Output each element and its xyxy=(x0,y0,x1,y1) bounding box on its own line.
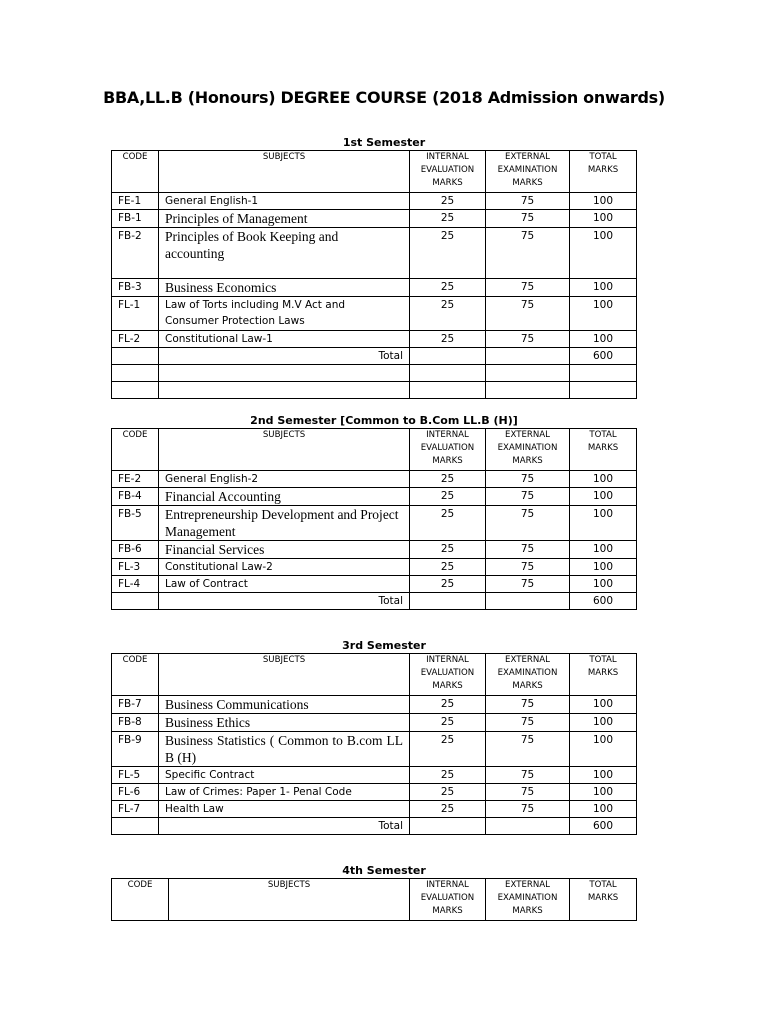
external-marks: 75 xyxy=(486,279,570,297)
table-row xyxy=(112,488,637,506)
code-header: CODE xyxy=(112,151,159,193)
course-code: FB-4 xyxy=(112,488,159,506)
internal-marks: 25 xyxy=(410,506,486,541)
table-row xyxy=(112,714,637,732)
course-subject: Business Economics xyxy=(159,279,410,297)
external-marks: 75 xyxy=(486,488,570,506)
course-subject: Law of Contract xyxy=(159,576,410,593)
course-code: FB-5 xyxy=(112,506,159,541)
subjects-header: SUBJECTS xyxy=(159,151,410,193)
table-header-row xyxy=(112,151,637,193)
internal-marks: 25 xyxy=(410,801,486,818)
semester-3-table xyxy=(111,653,637,835)
internal-marks: 25 xyxy=(410,331,486,348)
semester-4-heading: 4th Semester xyxy=(342,864,426,877)
total-marks: 100 xyxy=(570,471,637,488)
table-row xyxy=(112,506,637,541)
course-code: FE-1 xyxy=(112,193,159,210)
total-marks: 100 xyxy=(570,732,637,767)
total-header: TOTAL MARKS xyxy=(570,879,637,921)
table-row xyxy=(112,471,637,488)
internal-marks: 25 xyxy=(410,576,486,593)
course-subject: General English-2 xyxy=(159,471,410,488)
total-marks: 100 xyxy=(570,576,637,593)
external-marks: 75 xyxy=(486,714,570,732)
external-marks: 75 xyxy=(486,541,570,559)
course-subject: Business Ethics xyxy=(159,714,410,732)
total-header: TOTAL MARKS xyxy=(570,429,637,471)
internal-marks: 25 xyxy=(410,767,486,784)
table-row xyxy=(112,193,637,210)
grand-total: 600 xyxy=(570,348,637,365)
course-code: FB-8 xyxy=(112,714,159,732)
table-row xyxy=(112,559,637,576)
course-code: FL-3 xyxy=(112,559,159,576)
table-row xyxy=(112,696,637,714)
semester-2-heading: 2nd Semester [Common to B.Com LL.B (H)] xyxy=(250,414,518,427)
course-subject: Law of Crimes: Paper 1- Penal Code xyxy=(159,784,410,801)
external-marks: 75 xyxy=(486,297,570,331)
internal-marks: 25 xyxy=(410,559,486,576)
total-label: Total xyxy=(159,593,410,610)
total-marks: 100 xyxy=(570,714,637,732)
semester-2-table xyxy=(111,428,637,610)
total-marks: 100 xyxy=(570,767,637,784)
total-marks: 100 xyxy=(570,331,637,348)
external-marks: 75 xyxy=(486,506,570,541)
external-marks: 75 xyxy=(486,576,570,593)
course-subject: General English-1 xyxy=(159,193,410,210)
total-marks: 100 xyxy=(570,784,637,801)
total-marks: 100 xyxy=(570,541,637,559)
course-code: FB-7 xyxy=(112,696,159,714)
course-code: FB-6 xyxy=(112,541,159,559)
total-marks: 100 xyxy=(570,210,637,228)
course-code: FL-2 xyxy=(112,331,159,348)
external-marks: 75 xyxy=(486,210,570,228)
course-subject: Health Law xyxy=(159,801,410,818)
course-code: FE-2 xyxy=(112,471,159,488)
external-marks: 75 xyxy=(486,801,570,818)
table-row xyxy=(112,784,637,801)
semester-1-table xyxy=(111,150,637,399)
table-row xyxy=(112,331,637,348)
empty-row xyxy=(112,365,637,382)
total-header: TOTAL MARKS xyxy=(570,654,637,696)
table-row xyxy=(112,541,637,559)
table-row xyxy=(112,576,637,593)
total-marks: 100 xyxy=(570,297,637,331)
course-subject: Business Statistics ( Common to B.com LL B (H) xyxy=(159,732,410,767)
external-header: EXTERNAL EXAMINATION MARKS xyxy=(486,654,570,696)
subjects-header: SUBJECTS xyxy=(159,654,410,696)
total-label: Total xyxy=(159,348,410,365)
total-header: TOTAL MARKS xyxy=(570,151,637,193)
external-header: EXTERNAL EXAMINATION MARKS xyxy=(486,429,570,471)
total-marks: 100 xyxy=(570,801,637,818)
external-marks: 75 xyxy=(486,767,570,784)
grand-total: 600 xyxy=(570,818,637,835)
external-marks: 75 xyxy=(486,784,570,801)
semester-3-heading: 3rd Semester xyxy=(342,639,426,652)
internal-marks: 25 xyxy=(410,471,486,488)
course-subject: Entrepreneurship Development and Project Management xyxy=(159,506,410,541)
internal-marks: 25 xyxy=(410,732,486,767)
internal-marks: 25 xyxy=(410,784,486,801)
course-subject: Financial Services xyxy=(159,541,410,559)
table-header-row xyxy=(112,654,637,696)
total-marks: 100 xyxy=(570,279,637,297)
external-header: EXTERNAL EXAMINATION MARKS xyxy=(486,151,570,193)
page-title: BBA,LL.B (Honours) DEGREE COURSE (2018 Admission onwards) xyxy=(103,88,665,107)
table-row xyxy=(112,732,637,767)
internal-marks: 25 xyxy=(410,193,486,210)
external-marks: 75 xyxy=(486,696,570,714)
internal-header: INTERNAL EVALUATION MARKS xyxy=(410,654,486,696)
internal-marks: 25 xyxy=(410,696,486,714)
internal-header: INTERNAL EVALUATION MARKS xyxy=(410,151,486,193)
internal-marks: 25 xyxy=(410,210,486,228)
total-marks: 100 xyxy=(570,193,637,210)
course-code: FL-7 xyxy=(112,801,159,818)
total-row xyxy=(112,593,637,610)
table-row xyxy=(112,767,637,784)
course-subject: Principles of Book Keeping and accounting xyxy=(159,228,410,279)
subjects-header: SUBJECTS xyxy=(169,879,410,921)
course-code: FL-4 xyxy=(112,576,159,593)
internal-marks: 25 xyxy=(410,279,486,297)
internal-marks: 25 xyxy=(410,297,486,331)
course-subject: Specific Contract xyxy=(159,767,410,784)
internal-marks: 25 xyxy=(410,488,486,506)
course-subject: Law of Torts including M.V Act and Consumer Protection Laws xyxy=(159,297,410,331)
total-marks: 100 xyxy=(570,559,637,576)
course-code: FB-2 xyxy=(112,228,159,279)
course-subject: Principles of Management xyxy=(159,210,410,228)
code-header: CODE xyxy=(112,429,159,471)
empty-row xyxy=(112,382,637,399)
course-subject: Business Communications xyxy=(159,696,410,714)
course-code: FB-9 xyxy=(112,732,159,767)
table-row xyxy=(112,210,637,228)
external-marks: 75 xyxy=(486,732,570,767)
external-header: EXTERNAL EXAMINATION MARKS xyxy=(486,879,570,921)
semester-1-heading: 1st Semester xyxy=(342,136,426,149)
table-row xyxy=(112,228,637,279)
external-marks: 75 xyxy=(486,193,570,210)
total-marks: 100 xyxy=(570,696,637,714)
external-marks: 75 xyxy=(486,331,570,348)
semester-4-table xyxy=(111,878,637,921)
internal-marks: 25 xyxy=(410,541,486,559)
external-marks: 75 xyxy=(486,228,570,279)
code-header: CODE xyxy=(112,654,159,696)
grand-total: 600 xyxy=(570,593,637,610)
internal-header: INTERNAL EVALUATION MARKS xyxy=(410,879,486,921)
table-row xyxy=(112,279,637,297)
table-row xyxy=(112,297,637,331)
course-code: FL-5 xyxy=(112,767,159,784)
course-code: FB-1 xyxy=(112,210,159,228)
course-code: FL-6 xyxy=(112,784,159,801)
internal-header: INTERNAL EVALUATION MARKS xyxy=(410,429,486,471)
code-header: CODE xyxy=(112,879,169,921)
internal-marks: 25 xyxy=(410,714,486,732)
course-subject: Financial Accounting xyxy=(159,488,410,506)
internal-marks: 25 xyxy=(410,228,486,279)
external-marks: 75 xyxy=(486,471,570,488)
course-code: FL-1 xyxy=(112,297,159,331)
subjects-header: SUBJECTS xyxy=(159,429,410,471)
external-marks: 75 xyxy=(486,559,570,576)
total-label: Total xyxy=(159,818,410,835)
course-subject: Constitutional Law-2 xyxy=(159,559,410,576)
table-header-row xyxy=(112,879,637,921)
total-row xyxy=(112,348,637,365)
total-marks: 100 xyxy=(570,506,637,541)
course-code: FB-3 xyxy=(112,279,159,297)
course-subject: Constitutional Law-1 xyxy=(159,331,410,348)
table-row xyxy=(112,801,637,818)
total-row xyxy=(112,818,637,835)
total-marks: 100 xyxy=(570,228,637,279)
table-header-row xyxy=(112,429,637,471)
total-marks: 100 xyxy=(570,488,637,506)
